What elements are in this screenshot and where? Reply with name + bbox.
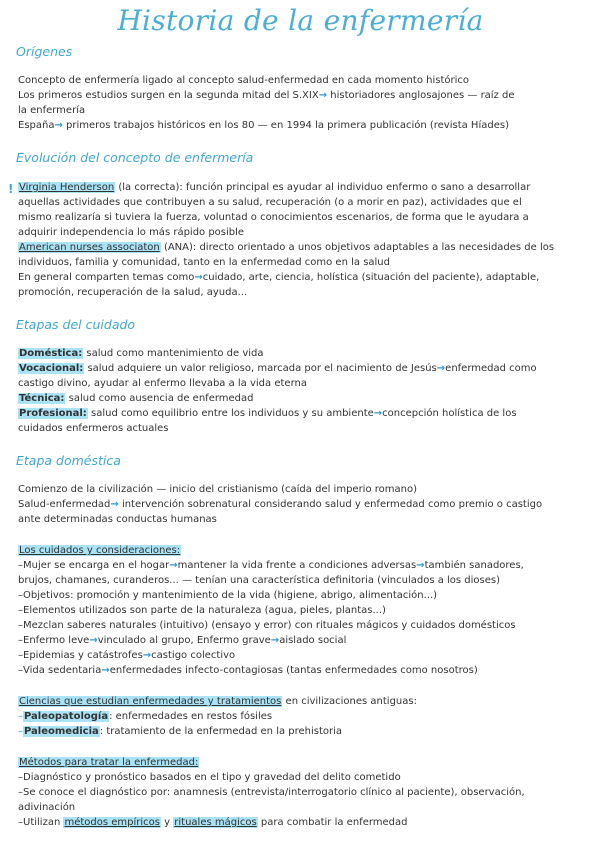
arrow-icon: → [110, 499, 119, 510]
arrow-icon: → [318, 90, 328, 101]
evolucion-line-5: American nurses associaton (ANA): directo orientado a unos objetivos adaptables a las necesidades de los [19, 242, 555, 253]
ciencias-heading: Ciencias que estudian enfermedades y tratamientos en civilizaciones antiguas: [19, 696, 417, 707]
etapa-profesional-cont: cuidados enfermeros actuales [18, 423, 169, 434]
evolucion-line-3: mismo realizaría si tuviera la fuerza, voluntad o conocimientos escenarios, de forma que le ayudara a [18, 212, 529, 223]
domestica-line-1: Comienzo de la civilización — inicio del cristianismo (caída del imperio romano) [18, 484, 417, 495]
cuidados-line-8: –Vida sedentaria→enfermedades infecto-contagiosas (tantas enfermedades como nosotros) [18, 665, 478, 676]
etapa-vocacional: Vocacional: salud adquiere un valor religioso, marcada por el nacimiento de Jesús→enfermedad como [19, 363, 537, 374]
evolucion-line-1: Virginia Henderson (la correcta): función principal es ayudar al individuo enfermo o sano a desarrollar [19, 182, 531, 193]
domestica-line-3: ante determinadas conductas humanas [18, 514, 217, 525]
evolucion-line-2: aquellas actividades que contribuyen a su salud, recuperación (o a morir en paz), actividades que el [18, 197, 522, 208]
cuidados-line-1: –Mujer se encarga en el hogar→mantener la vida frente a condiciones adversas→también sanadores, [18, 560, 524, 571]
metodos-line-1: –Diagnóstico y pronóstico basados en el tipo y gravedad del delito cometido [18, 772, 401, 783]
arrow-icon: → [54, 120, 63, 131]
page-title: Historia de la enfermería [117, 4, 484, 37]
metodos-line-2: –Se conoce el diagnóstico por: anamnesis (entrevista/interrogatorio clínico al paciente), observación, [18, 787, 525, 798]
arrow-icon: → [194, 272, 203, 283]
arrow-icon: → [373, 408, 383, 419]
domestica-line-2: Salud-enfermedad→ intervención sobrenatural considerando salud y enfermedad como premio o castigo [18, 499, 543, 510]
heading-etapas: Etapas del cuidado [16, 317, 136, 332]
evolucion-line-8: promoción, recuperación de la salud, ayuda... [18, 287, 248, 298]
etapa-domestica: Doméstica: salud como mantenimiento de vida [19, 348, 264, 359]
metodos-line-4: –Utilizan métodos empíricos y rituales mágicos para combatir la enfermedad [18, 817, 408, 828]
heading-etapa-domestica: Etapa doméstica [16, 453, 121, 468]
arrow-icon: → [416, 560, 425, 571]
origenes-line-2: Los primeros estudios surgen en la segunda mitad del S.XIX→ historiadores anglosajones — raíz de [18, 90, 515, 101]
etapa-vocacional-cont: castigo divino, ayudar al enfermo llevaba a la vida eterna [18, 378, 307, 389]
arrow-icon: → [101, 665, 110, 676]
metodos-heading: Métodos para tratar la enfermedad: [19, 757, 199, 768]
arrow-icon: → [142, 650, 152, 661]
exclamation-icon: ! [8, 182, 14, 196]
arrow-icon: → [89, 635, 98, 646]
cuidados-line-4: –Elementos utilizados son parte de la naturaleza (agua, pieles, plantas...) [18, 605, 386, 616]
cuidados-line-6: –Enfermo leve→vinculado al grupo, Enfermo grave→aislado social [18, 635, 347, 646]
arrow-icon: → [169, 560, 178, 571]
etapa-tecnica: Técnica: salud como ausencia de enfermedad [19, 393, 254, 404]
heading-evolucion: Evolución del concepto de enfermería [16, 150, 254, 165]
arrow-icon: → [270, 635, 280, 646]
ciencias-line-1: –Paleopatología: enfermedades en restos fósiles [18, 711, 273, 722]
cuidados-line-3: –Objetivos: promoción y mantenimiento de la vida (higiene, abrigo, alimentación...) [18, 590, 438, 601]
arrow-icon: → [436, 363, 446, 374]
origenes-line-1: Concepto de enfermería ligado al concepto salud-enfermedad en cada momento histórico [18, 75, 469, 86]
cuidados-line-7: –Epidemias y catástrofes→castigo colectivo [18, 650, 236, 661]
evolucion-line-6: individuos, familia y comunidad, tanto en la enfermedad como en la salud [18, 257, 390, 268]
ciencias-line-2: –Paleomedicia: tratamiento de la enfermedad en la prehistoria [18, 726, 343, 737]
origenes-line-4: España→ primeros trabajos históricos en los 80 — en 1994 la primera publicación (revista Híades) [18, 120, 509, 131]
cuidados-line-2: brujos, chamanes, curanderos... — tenían una característica definitoria (vinculados a los dioses) [18, 575, 501, 586]
cuidados-line-5: –Mezclan saberes naturales (intuitivo) (ensayo y error) con rituales mágicos y cuidados domésticos [18, 620, 516, 631]
evolucion-line-4: adquirir independencia lo más rápido posible [18, 227, 245, 238]
origenes-line-3: la enfermería [18, 105, 86, 116]
heading-origenes: Orígenes [16, 44, 73, 59]
metodos-line-3: adivinación [18, 802, 76, 813]
cuidados-heading: Los cuidados y consideraciones: [19, 545, 181, 556]
evolucion-line-7: En general comparten temas como→cuidado, arte, ciencia, holística (situación del paciente), adaptable, [18, 272, 540, 283]
etapa-profesional: Profesional: salud como equilibrio entre los individuos y su ambiente→concepción holística de los [19, 408, 517, 419]
